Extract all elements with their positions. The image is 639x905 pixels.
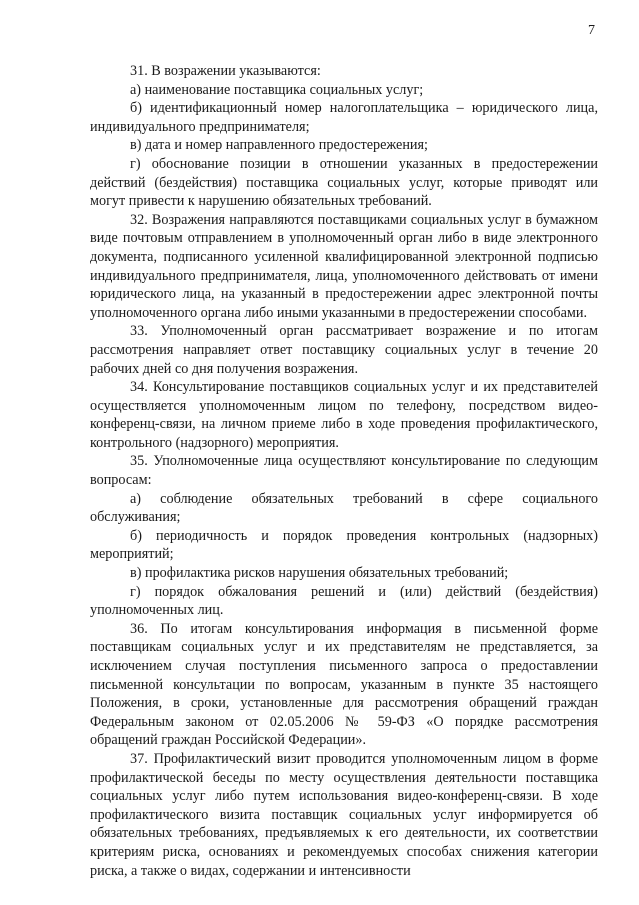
paragraph-31-a: а) наименование поставщика социальных услуг; xyxy=(130,81,424,98)
paragraph-31-b: б) идентификационный номер налогоплательщика – юридического лица, индивидуального предпринимателя; xyxy=(90,100,598,135)
paragraph-37: 37. Профилактический визит проводится уполномоченным лицом в форме профилактической беседы по месту осуществления деятельности поставщика социальных услуг либо путем использования видео-конференц-связи. В ходе профилактического визита поставщик социальных услуг информируется об обязательных требованиях, предъявляемых к его деятельности, их соответствии критериям риска, основаниях и рекомендуемых способах снижения категории риска, а также о видах, содержании и интенсивности xyxy=(90,750,598,879)
document-body xyxy=(90,62,598,880)
page-number: 7 xyxy=(588,23,595,38)
paragraph-35-a: а) соблюдение обязательных требований в сфере социального обслуживания; xyxy=(90,490,598,526)
paragraph-35-b: б) периодичность и порядок проведения контрольных (надзорных) мероприятий; xyxy=(90,527,598,563)
paragraph-35-g: г) порядок обжалования решений и (или) действий (бездействия) уполномоченных лиц. xyxy=(90,583,598,619)
paragraph-33: 33. Уполномоченный орган рассматривает возражение и по итогам рассмотрения направляет ответ поставщику социальных услуг в течение 20 рабочих дней со дня получения возражения. xyxy=(90,323,598,377)
paragraph-36: 36. По итогам консультирования информация в письменной форме поставщикам социальных услуг и их представителям не представляется, за исключением случая поступления письменного запроса о предоставлении письменной консультации по вопросам, указанным в пункте 35 настоящего Положения, в сроки, установленные для рассмотрения обращений граждан Федеральным законом от 02.05.2006 № 59-ФЗ «О порядке рассмотрения обращений граждан Российской Федерации». xyxy=(90,620,598,749)
paragraph-35: 35. Уполномоченные лица осуществляют консультирование по следующим вопросам: xyxy=(90,453,598,489)
paragraph-34: 34. Консультирование поставщиков социальных услуг и их представителей осуществляется уполномоченным лицом по телефону, посредством видео-конференц-связи, на личном приеме либо в ходе проведения профилактического, контрольного (надзорного) мероприятия. xyxy=(90,379,598,451)
paragraph-32: 32. Возражения направляются поставщиками социальных услуг в бумажном виде почтовым отправлением в уполномоченный орган либо в виде электронного документа, подписанного усиленной квалифицированной электронной подписью индивидуального предпринимателя, лица, уполномоченного действовать от имени юридического лица, на указанный в предостережении адрес электронной почты уполномоченного органа либо иными указанными в предостережении способами. xyxy=(90,211,598,321)
paragraph-31: 31. В возражении указываются: xyxy=(130,63,321,79)
paragraph-31-v: в) дата и номер направленного предостережения; xyxy=(130,137,428,154)
paragraph-31-g: г) обоснование позиции в отношении указанных в предостережении действий (бездействия) поставщика социальных услуг, которые приводят или могут привести к нарушению обязательных требований. xyxy=(90,155,598,210)
paragraph-35-v: в) профилактика рисков нарушения обязательных требований; xyxy=(130,565,509,582)
